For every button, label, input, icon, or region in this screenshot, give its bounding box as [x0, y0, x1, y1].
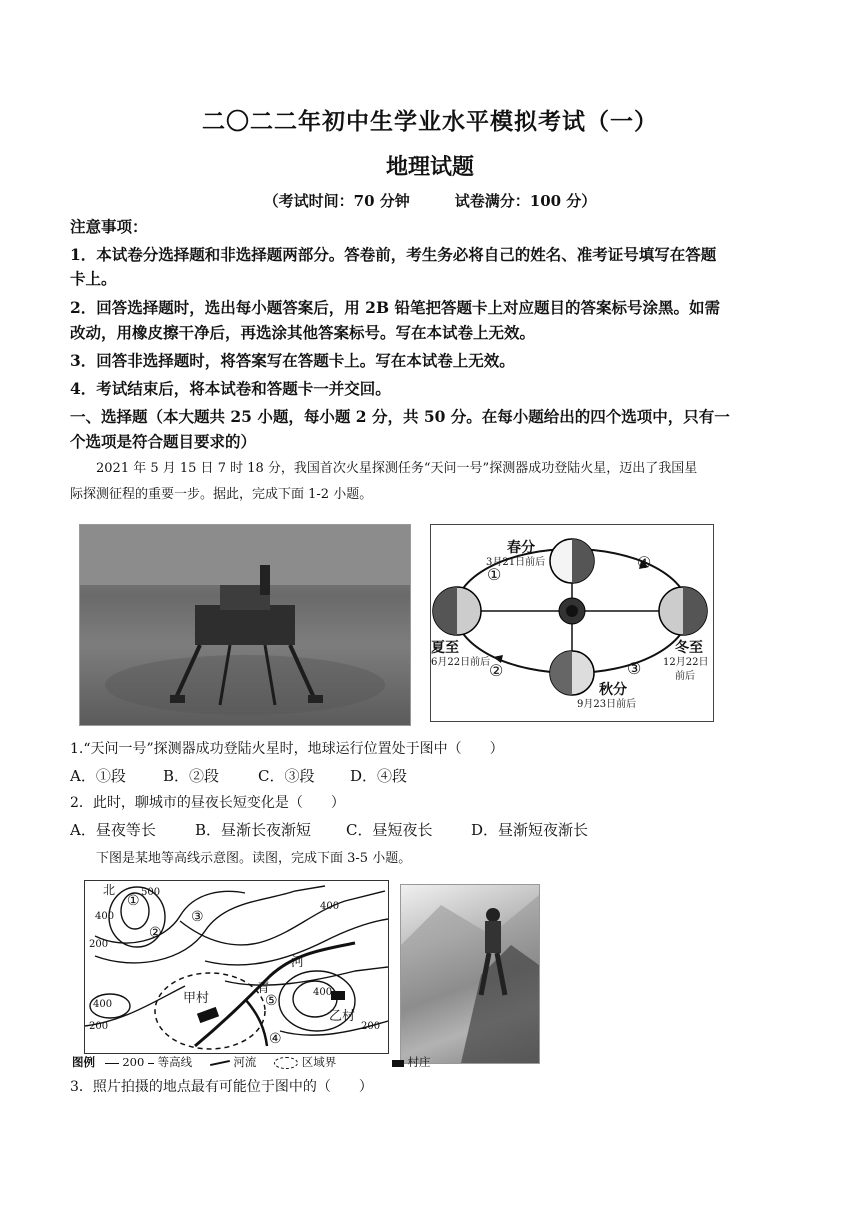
- note-line: 3．回答非选择题时，将答案写在答题卡上。写在本试卷上无效。: [70, 351, 515, 370]
- contour-value: 400: [313, 987, 333, 998]
- north-label: 北: [103, 883, 116, 897]
- legend-prefix: 图例: [72, 1055, 95, 1069]
- contour-value: 400: [320, 901, 340, 912]
- note-line: 1．本试卷分选择题和非选择题两部分。答卷前，考生务必将自己的姓名、准考证号填写在答题: [70, 245, 717, 264]
- label-winter-date2: 前后: [675, 671, 695, 682]
- section-heading: 个选项是符合题目要求的）: [70, 432, 257, 451]
- contour-value: 400: [93, 999, 113, 1010]
- map-legend: [72, 1054, 431, 1070]
- orbit-segment-3: ③: [627, 659, 642, 678]
- q1-option-d[interactable]: D．④段: [350, 767, 408, 785]
- village-yi-label: 乙村: [329, 1009, 356, 1024]
- village-jia-label: 甲村: [183, 991, 210, 1006]
- legend-contour-value: 200: [122, 1055, 145, 1069]
- label-autumn-date: 9月23日前后: [577, 699, 637, 710]
- legend-village-label: 村庄: [407, 1055, 431, 1069]
- label-winter-date: 12月22日: [663, 657, 709, 668]
- note-line: 2．回答选择题时，选出每小题答案后，用 2B 铅笔把答题卡上对应题目的答案标号涂黑。如需: [70, 298, 720, 317]
- orbit-segment-2: ②: [489, 661, 504, 680]
- label-autumn: 秋分: [599, 682, 627, 698]
- map-marker-2: ②: [149, 925, 162, 941]
- legend-contour-line-icon: [105, 1063, 119, 1064]
- exam-title: 二〇二二年初中生学业水平模拟考试（一）: [202, 108, 658, 135]
- section-heading: 一、选择题（本大题共 25 小题，每小题 2 分，共 50 分。在每小题给出的四个选项中，只有一: [70, 407, 730, 426]
- map-marker-5: ⑤: [265, 993, 278, 1009]
- notes-heading: 注意事项：: [70, 217, 148, 236]
- legend-river-icon: [210, 1060, 230, 1066]
- q2-option-b[interactable]: B．昼渐长夜渐短: [195, 821, 312, 839]
- earth-orbit-diagram: [430, 524, 714, 722]
- contour-value: 200: [89, 939, 109, 950]
- q1-option-a[interactable]: A．①段: [70, 767, 126, 785]
- label-summer-date: 6月22日前后: [431, 657, 491, 668]
- label-spring-date: 3月21日前后: [486, 557, 546, 568]
- note-line: 4．考试结束后，将本试卷和答题卡一并交回。: [70, 379, 391, 398]
- map-marker-4: ④: [269, 1031, 282, 1047]
- intro-text-2: 下图是某地等高线示意图。读图，完成下面 3-5 小题。: [70, 851, 412, 866]
- mars-lander-photo: [79, 524, 411, 726]
- q2-option-a[interactable]: A．昼夜等长: [70, 821, 156, 839]
- label-winter: 冬至: [675, 640, 703, 656]
- river-label: 河: [291, 955, 305, 970]
- q1-option-c[interactable]: C．③段: [258, 767, 315, 785]
- contour-value: 200: [361, 1021, 381, 1032]
- orbit-segment-4: ④: [637, 553, 652, 572]
- river-label: 青: [257, 981, 271, 996]
- legend-boundary-label: 区域界: [301, 1055, 337, 1069]
- q2-option-d[interactable]: D．昼渐短夜渐长: [471, 821, 589, 839]
- map-marker-1: ①: [127, 893, 140, 909]
- contour-value: 400: [95, 911, 115, 922]
- orbit-segment-1: ①: [487, 565, 502, 584]
- question-1-stem: 1.“天问一号”探测器成功登陆火星时，地球运行位置处于图中（ ）: [70, 741, 504, 757]
- label-summer: 夏至: [431, 640, 459, 656]
- exam-subject: 地理试题: [385, 154, 474, 180]
- intro-text: 2021 年 5 月 15 日 7 时 18 分，我国首次火星探测任务“天问一号”探测器成功登陆火星，迈出了我国星: [70, 461, 698, 476]
- q1-option-b[interactable]: B．②段: [163, 767, 220, 785]
- contour-map: [84, 880, 389, 1054]
- question-3-stem: 3．照片拍摄的地点最有可能位于图中的（ ）: [70, 1079, 373, 1095]
- intro-text: 际探测征程的重要一步。据此，完成下面 1-2 小题。: [70, 487, 373, 502]
- note-line: 卡上。: [70, 269, 117, 288]
- legend-contour-label: 等高线: [157, 1055, 193, 1069]
- label-spring: 春分: [507, 540, 535, 556]
- note-line: 改动，用橡皮擦干净后，再选涂其他答案标号。写在本试卷上无效。: [70, 323, 536, 342]
- legend-contour-dash-icon: [148, 1063, 154, 1064]
- legend-river-label: 河流: [233, 1055, 257, 1069]
- hiker-photo: [400, 884, 540, 1064]
- contour-value: 200: [89, 1021, 109, 1032]
- legend-village-icon: [392, 1060, 404, 1067]
- question-2-stem: 2．此时，聊城市的昼夜长短变化是（ ）: [70, 795, 345, 811]
- contour-value: 500: [141, 887, 161, 898]
- q2-option-c[interactable]: C．昼短夜长: [346, 821, 433, 839]
- exam-info: （考试时间：70 分钟 试卷满分：100 分）: [263, 192, 597, 210]
- map-marker-3: ③: [191, 909, 204, 925]
- legend-boundary-icon: [274, 1057, 298, 1069]
